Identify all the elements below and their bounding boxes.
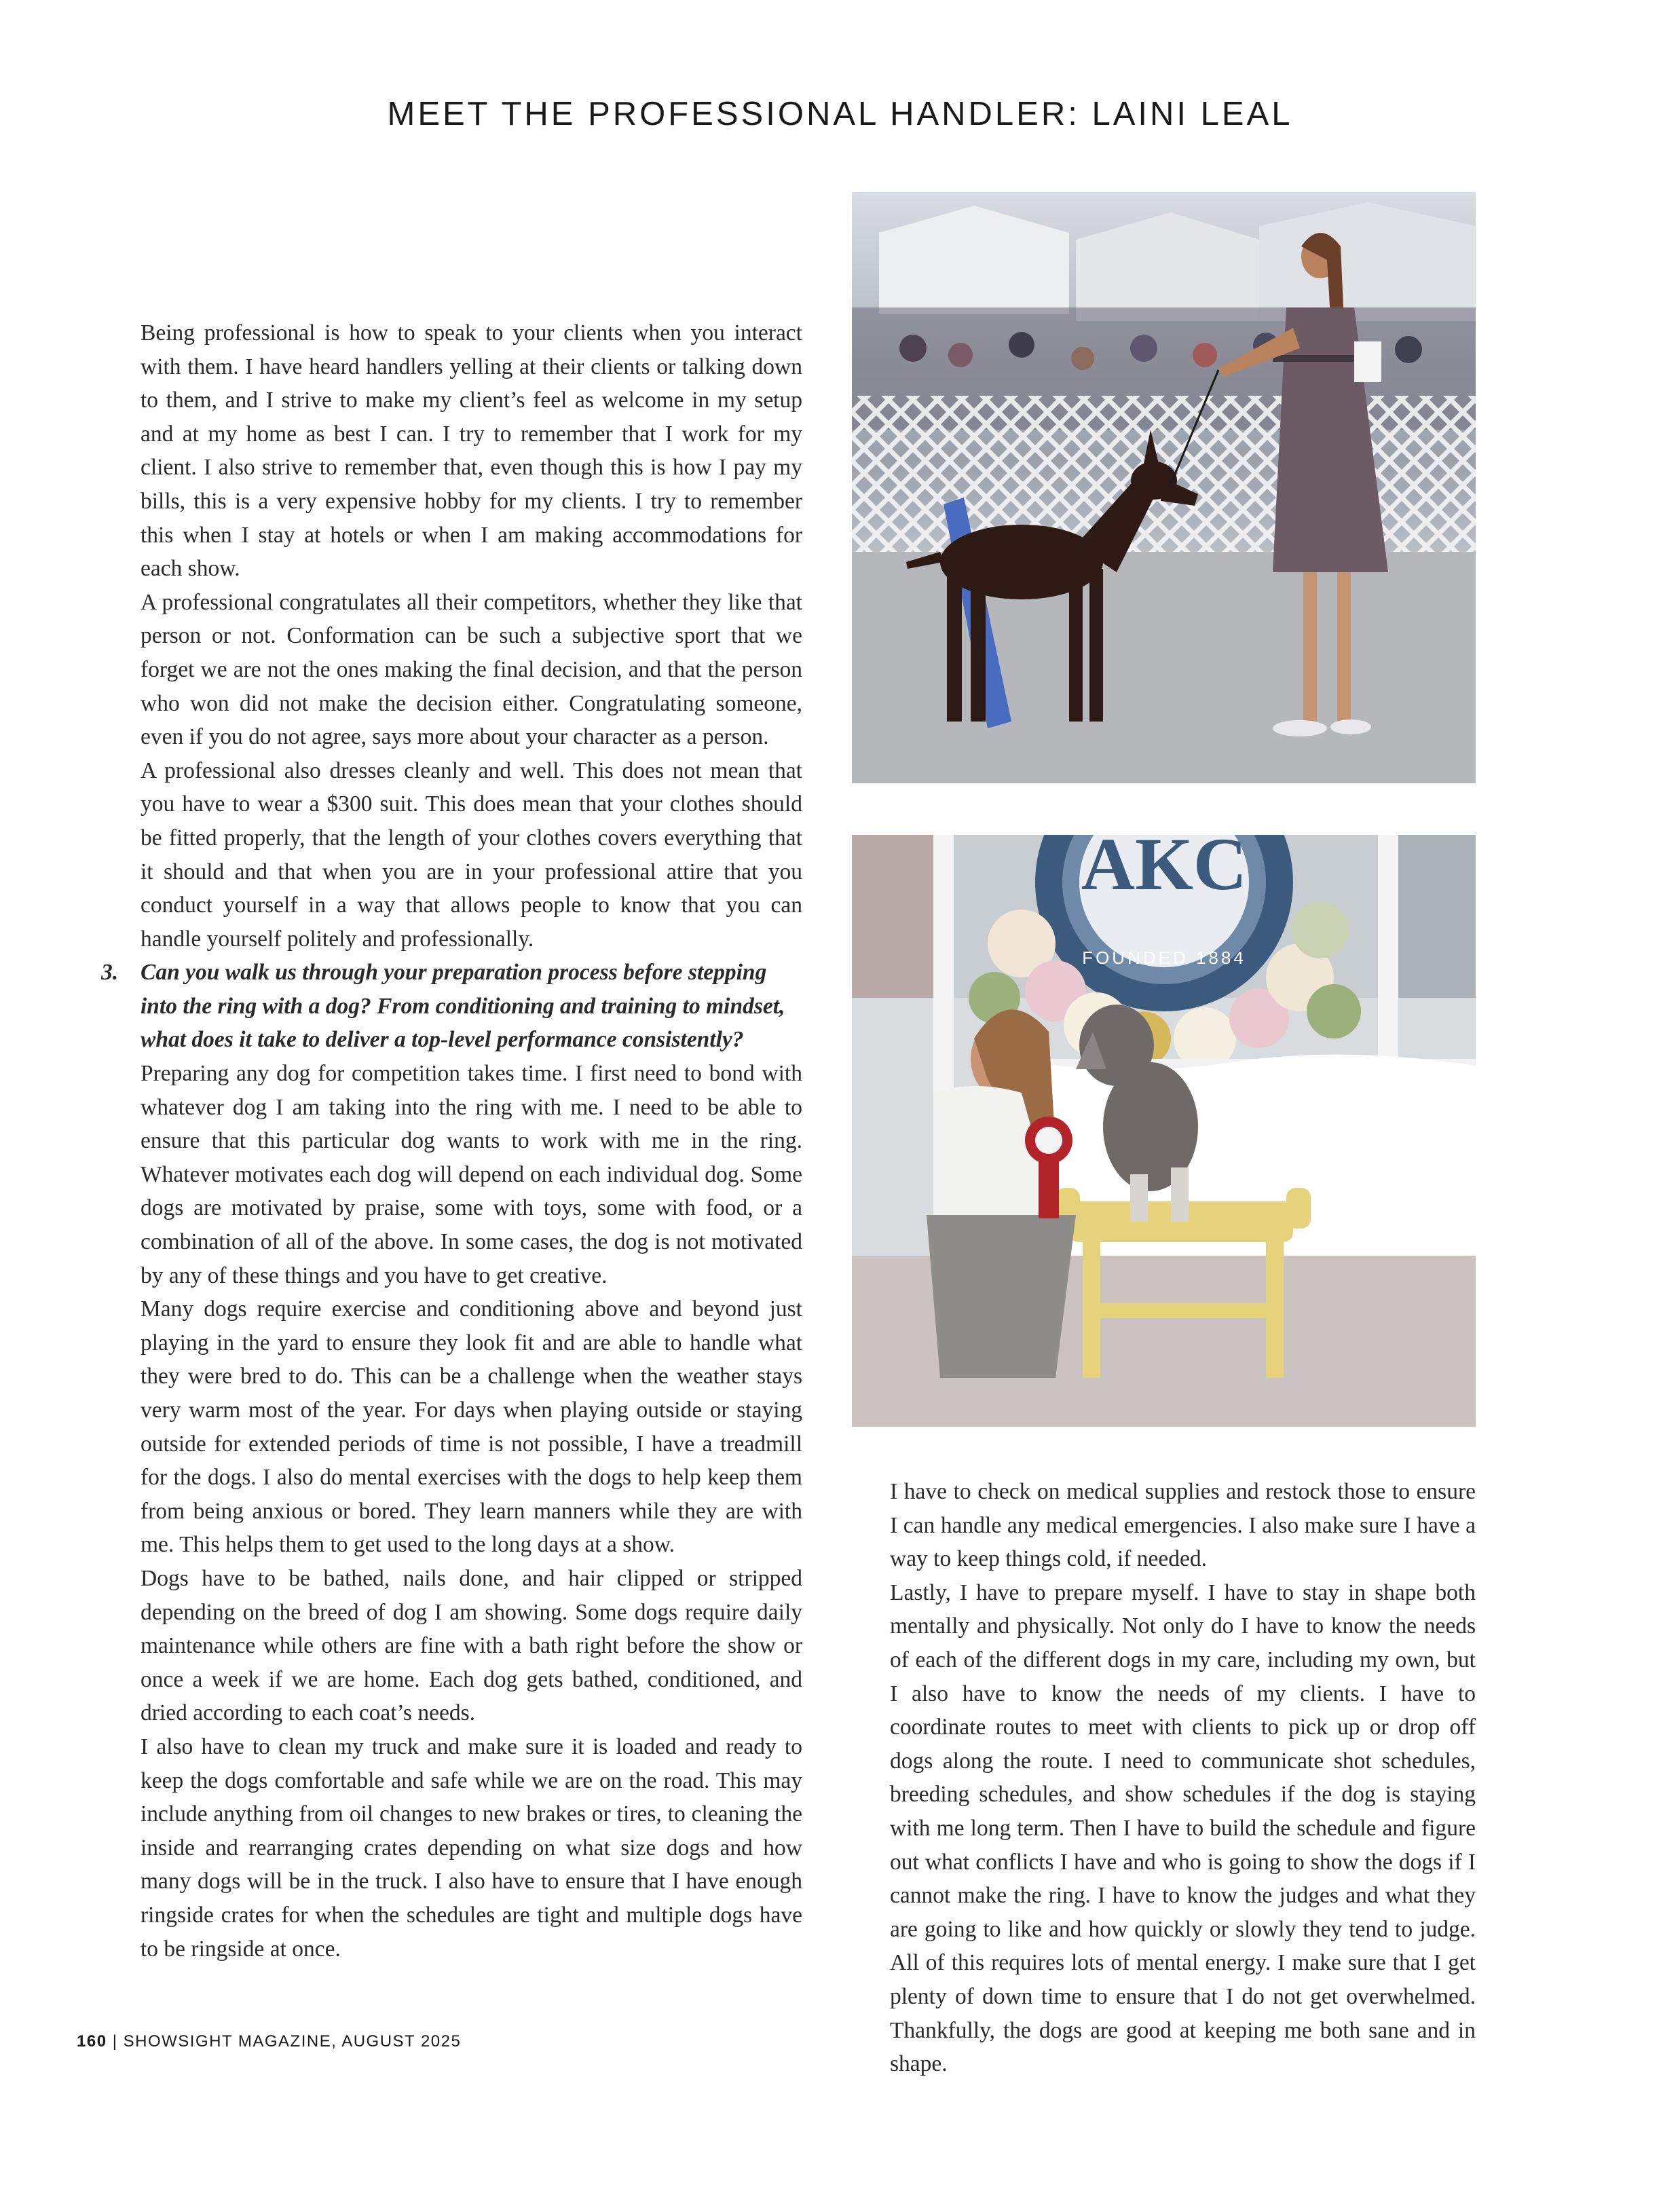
right-column	[890, 1475, 1476, 2081]
seal-letters: AKC	[1081, 835, 1248, 905]
doberman-photo-illustration	[852, 192, 1476, 783]
footer-separator: |	[112, 2032, 118, 2051]
paragraph: I have to check on medical supplies and restock those to ensure I can handle any medical emergencies. I also make sure I have a way to keep things cold, if needed.	[890, 1479, 1476, 1572]
paragraph: Lastly, I have to prepare myself. I have to stay in shape both mentally and physically. Not only do I have to know the needs of each of the different dogs in my care, including my own, but I also have to know the needs of my clients. I have to coordinate routes to meet with clients to pick up or drop off dogs along the route. I need to communicate shot schedules, breeding schedules, and show schedules if the dog is staying with me long term. Then I have to build the schedule and figure out what conflicts I have and who is going to show the dogs if I cannot make the ring. I have to know the judges and what they are going to like and how quickly or slowly they tend to judge. All of this requires lots of mental energy. I make sure that I get plenty of down time to ensure that I do not get overwhelmed. Thankfully, the dogs are good at keeping me both sane and in shape.	[890, 1579, 1476, 2077]
paragraph: A professional congratulates all their competitors, whether they like that person or not. Conformation can be such a subjective sport that we forget we are not the ones making the final decision, and that the person who won did not make the decision either. Congratulating someone, even if you do not agree, says more about your character as a person.	[141, 589, 802, 750]
seal-founded-text: FOUNDED 1884	[1082, 948, 1246, 968]
page-title: MEET THE PROFESSIONAL HANDLER: LAINI LEAL	[387, 96, 1293, 132]
schnauzer-photo-illustration	[852, 835, 1476, 1427]
paragraph: Many dogs require exercise and conditioning above and beyond just playing in the yard to ensure they look fit and are able to handle what they were bred to do. This can be a challenge when the weather stays very warm most of the year. For days when playing outside or staying outside for extended periods of time is not possible, I have a treadmill for the dogs. I also do mental exercises with the dogs to help keep them from being anxious or bored. They learn manners while they are with me. This helps them to get used to the long days at a show.	[141, 1296, 802, 1558]
photo-doberman-show-ring	[852, 192, 1476, 783]
paragraph: A professional also dresses cleanly and well. This does not mean that you have to wear a $300 suit. This does mean that your clothes should be fitted properly, that the length of your clothes covers everything that it should and that when you are in your professional attire that you conduct yourself in a way that allows people to know that you can handle yourself politely and professionally.	[141, 757, 802, 952]
publication-name: SHOWSIGHT MAGAZINE, AUGUST 2025	[123, 2032, 462, 2051]
left-column	[101, 316, 802, 1966]
interview-question	[101, 956, 802, 1057]
page-footer	[77, 2032, 461, 2051]
question-number: 3.	[101, 960, 119, 986]
paragraph: Dogs have to be bathed, nails done, and hair clipped or stripped depending on the breed of dog I am showing. Some dogs require daily maintenance while others are fine with a bath right before the show or once a week if we are home. Each dog gets bathed, conditioned, and dried according to each coat’s needs.	[141, 1565, 802, 1726]
page-number: 160	[77, 2032, 107, 2051]
paragraph: Being professional is how to speak to your clients when you interact with them. I have heard handlers yelling at their clients or talking down to them, and I strive to make my client’s feel as welcome in my setup and at my home as best I can. I try to remember that I work for my client. I also strive to remember that, even though this is how I pay my bills, this is a very expensive hobby for my clients. I try to remember this when I stay at hotels or when I am making accommodations for each show.	[141, 320, 802, 582]
question-text: Can you walk us through your preparation process before stepping into the ring with a dog? From conditioning and training to mindset, what does it take to deliver a top-level performance consistently?	[141, 960, 785, 1053]
photo-schnauzer-akc-win	[852, 835, 1476, 1427]
paragraph: I also have to clean my truck and make sure it is loaded and ready to keep the dogs comfortable and safe while we are on the road. This may include anything from oil changes to new brakes or tires, to cleaning the inside and rearranging crates depending on what size dogs and how many dogs will be in the truck. I also have to ensure that I have enough ringside crates for when the schedules are tight and multiple dogs have to be ringside at once.	[141, 1734, 802, 1962]
paragraph: Preparing any dog for competition takes time. I first need to bond with whatever dog I am taking into the ring with me. I need to be able to ensure that this particular dog wants to work with me in the ring. Whatever motivates each dog will depend on each individual dog. Some dogs are motivated by praise, some with toys, some with food, or a combination of all of the above. In some cases, the dog is not motivated by any of these things and you have to get creative.	[141, 1061, 802, 1288]
